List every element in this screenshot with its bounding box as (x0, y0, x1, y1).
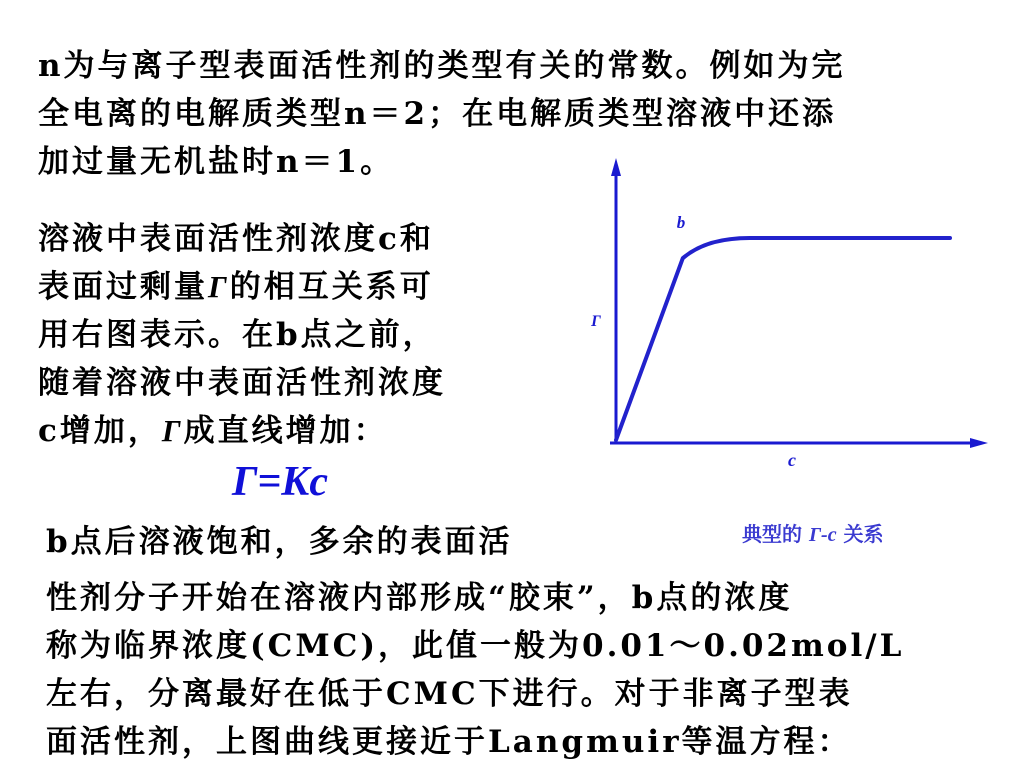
caption-segment: Γ-c (808, 524, 837, 546)
text-line: 左右，分离最好在低于CMC下进行。对于非离子型表 (46, 676, 853, 712)
gamma-symbol: Γ (161, 413, 184, 448)
caption-segment: 关系 (836, 522, 884, 546)
relation-paragraph (38, 215, 446, 455)
text-segment: 表面过剩量 (38, 269, 208, 305)
x-axis-arrow (970, 438, 988, 448)
text-line: 面活性剂，上图曲线更接近于Langmuir等温方程： (46, 724, 852, 760)
text-line: 加过量无机盐时n＝1。 (38, 144, 395, 180)
text-line: 称为临界浓度(CMC)，此值一般为0.01～0.02mol/L (46, 628, 905, 664)
y-axis-label: Γ (591, 313, 601, 330)
gamma-curve (616, 238, 950, 440)
text-line: 全电离的电解质类型n＝2；在电解质类型溶液中还添 (38, 96, 837, 132)
text-segment: c增加， (38, 413, 162, 449)
point-b-label: b (676, 213, 686, 232)
y-axis-arrow (611, 158, 621, 176)
x-axis-label: c (788, 450, 796, 470)
caption-segment: 典型的 (742, 522, 809, 546)
text-line: 溶液中表面活性剂浓度c和 (38, 221, 434, 257)
text-segment: 成直线增加： (183, 413, 388, 449)
text-line (38, 263, 446, 311)
text-line (38, 407, 446, 455)
text-line: 随着溶液中表面活性剂浓度 (38, 365, 446, 401)
linear-formula: Γ=Kc (232, 459, 328, 505)
text-segment: 的相互关系可 (229, 269, 434, 305)
text-line: n为与离子型表面活性剂的类型有关的常数。例如为完 (38, 48, 846, 84)
cmc-paragraph (46, 518, 904, 766)
gamma-symbol: Γ (208, 269, 230, 304)
text-line: 用右图表示。在b点之前， (38, 317, 437, 353)
gamma-c-chart (570, 150, 1000, 480)
series-layer (616, 213, 950, 440)
text-line: 性剂分子开始在溶液内部形成“胶束”，b点的浓度 (46, 580, 793, 616)
chart-svg (570, 150, 1000, 480)
text-line: b点后溶液饱和，多余的表面活 (46, 524, 513, 560)
